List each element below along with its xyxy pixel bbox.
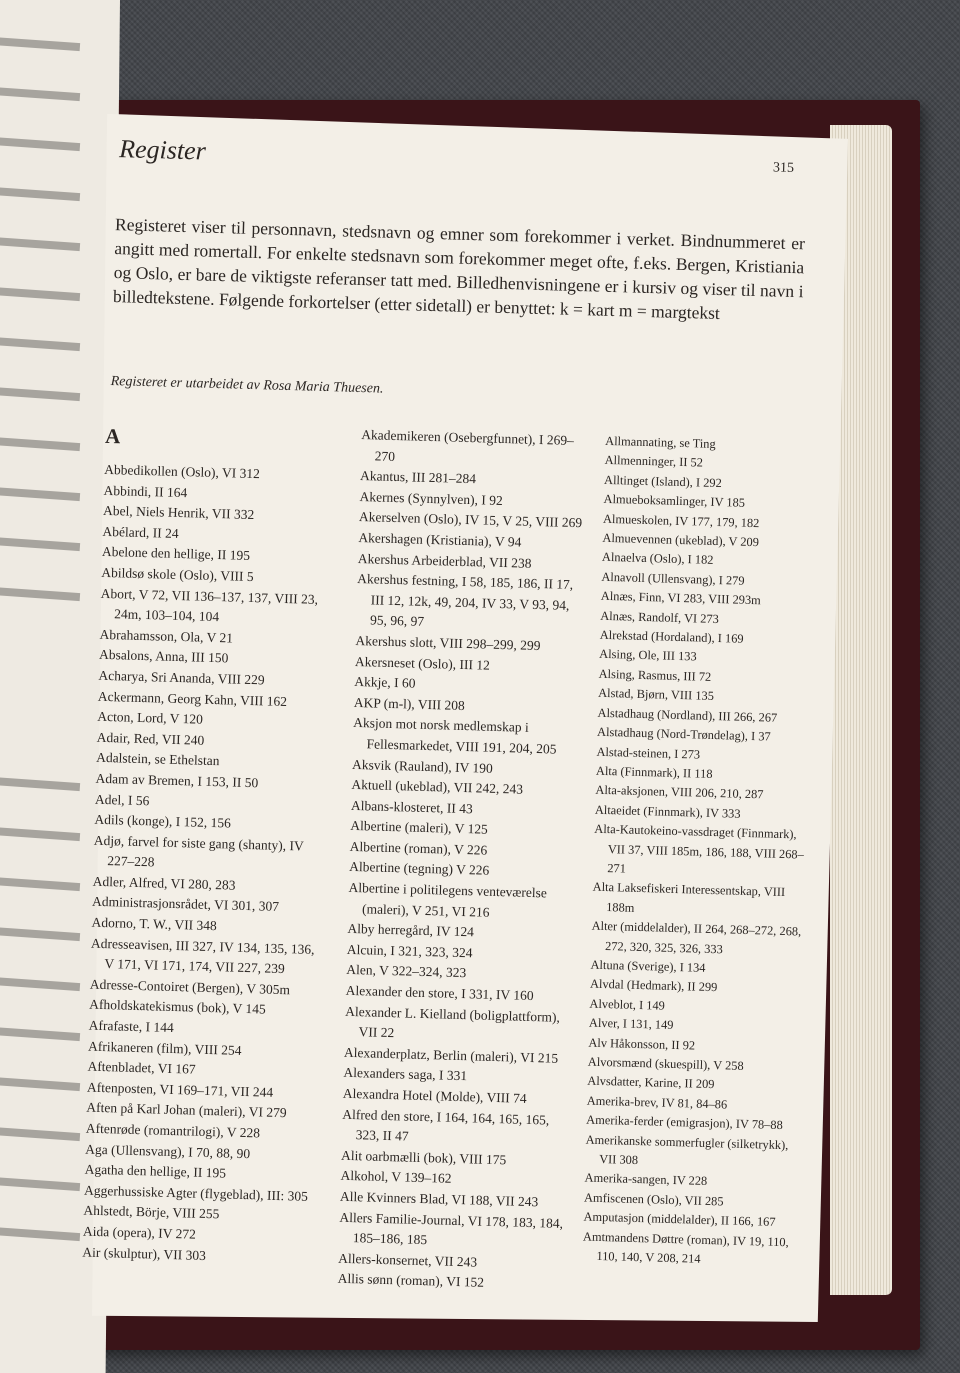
- index-entry: Abort, V 72, VII 136–137, 137, VIII 23, 24m, 103–104, 104: [100, 585, 319, 625]
- index-entry: Alnavoll (Ullensvang), I 279: [601, 569, 745, 588]
- index-entry: Administrasjonsrådet, VI 301, 307: [91, 894, 280, 915]
- index-entry: Alta (Finnmark), II 118: [595, 763, 713, 781]
- index-entry: Amerika-sangen, IV 228: [584, 1170, 708, 1189]
- index-column-2: [337, 425, 589, 1296]
- index-entry: Agatha den hellige, II 195: [84, 1161, 227, 1181]
- index-entry: Alv Håkonsson, II 92: [588, 1035, 696, 1053]
- index-entry: Aftenposten, VI 169–171, VII 244: [86, 1079, 274, 1100]
- index-entry: Akerselven (Oslo), IV 15, V 25, VIII 269: [358, 509, 583, 531]
- index-entry: Alvorsmænd (skuespill), V 258: [587, 1054, 744, 1073]
- index-entry: Alen, V 322–324, 323: [346, 962, 467, 981]
- index-entry: Alta-Kautokeino-vassdraget (Finnmark), VII 37, VIII 185m, 186, 188, VIII 268–271: [594, 821, 805, 876]
- index-entry: Alstad-steinen, I 273: [596, 744, 701, 762]
- index-entry: Alit oarbmælli (bok), VIII 175: [340, 1147, 507, 1168]
- index-entry: Ahlstedt, Börje, VIII 255: [83, 1202, 220, 1222]
- index-entry: Amerika-brev, IV 81, 84–86: [586, 1093, 728, 1112]
- index-entry: Albertine i politilegens venteværelse (maleri), V 251, VI 216: [348, 879, 548, 920]
- index-entry: Abel, Niels Henrik, VII 332: [102, 503, 255, 523]
- index-entry: Alnæs, Randolf, VI 273: [600, 608, 720, 626]
- index-entry: Adorno, T. W., VII 348: [91, 914, 218, 934]
- index-entry: Akershus Arbeiderblad, VII 238: [357, 550, 532, 571]
- index-entry: Albertine (roman), V 226: [349, 838, 488, 858]
- index-entry: Alfred den store, I 164, 164, 165, 165, 323, II 47: [342, 1106, 550, 1144]
- index-entry: Altuna (Sverige), I 134: [590, 957, 706, 975]
- index-entry: Alby herregård, IV 124: [347, 921, 475, 940]
- index-entry: Allmannating, se Ting: [605, 433, 716, 451]
- index-entry: Abrahamsson, Ola, V 21: [99, 626, 234, 646]
- index-entry: Aga (Ullensvang), I 70, 88, 90: [85, 1141, 251, 1161]
- index-entry: Allers Familie-Journal, VI 178, 183, 184, 185–186, 185: [339, 1209, 564, 1248]
- index-entry: Alexander den store, I 331, IV 160: [345, 982, 534, 1004]
- index-entry: Acton, Lord, V 120: [97, 708, 204, 727]
- index-entry: Allers-konsernet, VII 243: [338, 1250, 478, 1270]
- index-entry: Alstad, Bjørn, VIII 135: [597, 686, 715, 704]
- index-entry: Almueskolen, IV 177, 179, 182: [602, 511, 760, 530]
- index-entry: Akershus slott, VIII 298–299, 299: [355, 632, 541, 654]
- index-column-1: [82, 418, 338, 1269]
- index-entry: Alta-aksjonen, VIII 206, 210, 287: [595, 783, 764, 802]
- index-entry: Alnæs, Finn, VI 283, VIII 293m: [600, 589, 761, 608]
- page-number: 315: [772, 160, 795, 177]
- index-entry: Akernes (Synnylven), I 92: [359, 488, 503, 508]
- index-entry: Alstadhaug (Nord-Trøndelag), I 37: [596, 724, 771, 744]
- index-entry: Alvsdatter, Karine, II 209: [587, 1074, 715, 1092]
- index-entry: Alkohol, V 139–162: [340, 1168, 452, 1187]
- index-entry: Abélard, II 24: [102, 523, 179, 541]
- index-entry: Alcuin, I 321, 323, 324: [346, 941, 473, 961]
- index-entry: Altaeidet (Finnmark), IV 333: [594, 802, 741, 821]
- index-entry: Aftenbladet, VI 167: [87, 1058, 196, 1077]
- index-entry: Alveblot, I 149: [589, 996, 666, 1013]
- index-entry: Aksjon mot norsk medlemskap i Fellesmarkedet, VIII 191, 204, 205: [353, 715, 557, 757]
- index-entry: Afrikaneren (film), VIII 254: [87, 1038, 242, 1058]
- index-entry: Adjø, farvel for siste gang (shanty), IV 227–228: [93, 832, 304, 870]
- index-entry: Alta Laksefiskeri Interessentskap, VIII 188m: [592, 880, 786, 915]
- index-entry: Alltinget (Island), I 292: [603, 472, 722, 490]
- index-entry: Abildsø skole (Oslo), VIII 5: [101, 564, 254, 585]
- index-entry: Aida (opera), IV 272: [82, 1223, 197, 1242]
- index-entry: Alsing, Ole, III 133: [599, 647, 697, 664]
- page-content: [82, 120, 814, 1289]
- index-entry: Adresse-Contoiret (Bergen), V 305m: [89, 976, 291, 998]
- index-entry: AKP (m-l), VIII 208: [353, 694, 466, 713]
- index-entry: Afholdskatekismus (bok), V 145: [89, 997, 266, 1018]
- index-entry: Aktuell (ukeblad), VII 242, 243: [351, 776, 524, 797]
- index-entry: Adresseavisen, III 327, IV 134, 135, 136, V 171, VI 171, 174, VII 227, 239: [90, 935, 315, 977]
- index-entry: Alexandra Hotel (Molde), VIII 74: [342, 1085, 527, 1106]
- index-entry: Abbedikollen (Oslo), VI 312: [104, 461, 261, 482]
- index-entry: Adam av Bremen, I 153, II 50: [95, 770, 259, 791]
- index-entry: Akersneset (Oslo), III 12: [354, 653, 491, 673]
- index-entry: Amtmandens Døttre (roman), IV 19, 110, 110, 140, V 208, 214: [582, 1229, 789, 1266]
- index-entry: Albertine (maleri), V 125: [350, 818, 489, 837]
- index-entry: Allis sønn (roman), VI 152: [337, 1271, 485, 1291]
- index-entry: Absalons, Anna, III 150: [98, 647, 229, 666]
- intro-paragraph: Registeret viser til personnavn, stedsnavn og emner som forekommer i verket. Bindnummeret er angitt med romertall. For enkelte stedsnavn som forekommer meget ofte, f.eks. Bergen, Kristiania og Oslo, er bare de viktigste referanser tatt med. Billedhenvisningene er i kursiv og viser til navn i billedtekstene. Følgende forkortelser (etter sidetall) er benyttet: k = kart m = margtekst: [112, 214, 806, 323]
- index-column-3: [582, 432, 821, 1272]
- index-entry: Alsing, Rasmus, III 72: [598, 666, 712, 684]
- index-entry: Alver, I 131, 149: [588, 1015, 674, 1033]
- index-entry: Akkje, I 60: [354, 674, 416, 691]
- index-entry: Akershus festning, I 58, 185, 186, II 17, III 12, 12k, 49, 204, IV 33, V 93, 94, 95, 96, 97: [357, 571, 574, 630]
- index-entry: Allmenninger, II 52: [604, 453, 704, 470]
- index-entry: Afrafaste, I 144: [88, 1017, 174, 1036]
- index-entry: Adils (konge), I 152, 156: [94, 811, 232, 831]
- index-entry: Amerika-ferder (emigrasjon), IV 78–88: [586, 1112, 783, 1133]
- index-entry: Adler, Alfred, VI 280, 283: [92, 873, 236, 893]
- index-entry: Albans-klosteret, II 43: [350, 797, 473, 816]
- index-entry: Akershagen (Kristiania), V 94: [358, 529, 522, 550]
- index-entry: Alstadhaug (Nordland), III 266, 267: [597, 705, 778, 725]
- index-entry: Alrekstad (Hordaland), I 169: [599, 627, 744, 646]
- index-entry: Alexanderplatz, Berlin (maleri), VI 215: [343, 1044, 559, 1066]
- index-entry: Adalstein, se Ethelstan: [95, 750, 220, 769]
- index-entry: Alter (middelalder), II 264, 268–272, 268, 272, 320, 325, 326, 333: [591, 918, 802, 956]
- index-entry: Abelone den hellige, II 195: [101, 544, 251, 564]
- index-entry: Almueboksamlinger, IV 185: [603, 492, 746, 510]
- index-entry: Air (skulptur), VII 303: [82, 1244, 207, 1263]
- index-entry: Amfiscenen (Oslo), VII 285: [583, 1190, 724, 1209]
- index-entry: Abbindi, II 164: [103, 482, 188, 500]
- index-entry: Ackermann, Georg Kahn, VIII 162: [97, 688, 288, 709]
- index-entry: Aftenrøde (romantrilogi), V 228: [85, 1120, 261, 1141]
- index-entry: Alvdal (Hedmark), II 299: [589, 977, 718, 995]
- index-entry: Amerikanske sommerfugler (silketrykk), VII 308: [585, 1132, 789, 1168]
- page-title: Register: [118, 134, 207, 166]
- index-entry: Alnaelva (Oslo), I 182: [601, 550, 714, 568]
- index-entry: Acharya, Sri Ananda, VIII 229: [98, 667, 265, 688]
- index-entry: Aggerhussiske Agter (flygeblad), III: 305: [83, 1182, 309, 1204]
- index-entry: Akantus, III 281–284: [359, 468, 477, 487]
- index-entry: Akademikeren (Osebergfunnet), I 269–270: [361, 427, 575, 464]
- index-entry: Almuevennen (ukeblad), V 209: [602, 530, 760, 550]
- index-entry: Alexanders saga, I 331: [343, 1065, 468, 1084]
- credit-line: Registeret er utarbeidet av Rosa Maria Thuesen.: [110, 374, 384, 397]
- index-entry: Alle Kvinners Blad, VI 188, VII 243: [339, 1188, 539, 1210]
- section-letter: A: [104, 423, 121, 449]
- index-entry: Albertine (tegning) V 226: [349, 859, 490, 879]
- index-entry: Adel, I 56: [94, 791, 150, 808]
- index-entry: Alexander L. Kielland (boligplattform), VII 22: [345, 1003, 561, 1041]
- index-entry: Aksvik (Rauland), IV 190: [351, 756, 494, 776]
- index-entry: Aften på Karl Johan (maleri), VI 279: [86, 1100, 287, 1121]
- index-entry: Amputasjon (middelalder), II 166, 167: [583, 1209, 776, 1230]
- index-entry: Adair, Red, VII 240: [96, 729, 205, 748]
